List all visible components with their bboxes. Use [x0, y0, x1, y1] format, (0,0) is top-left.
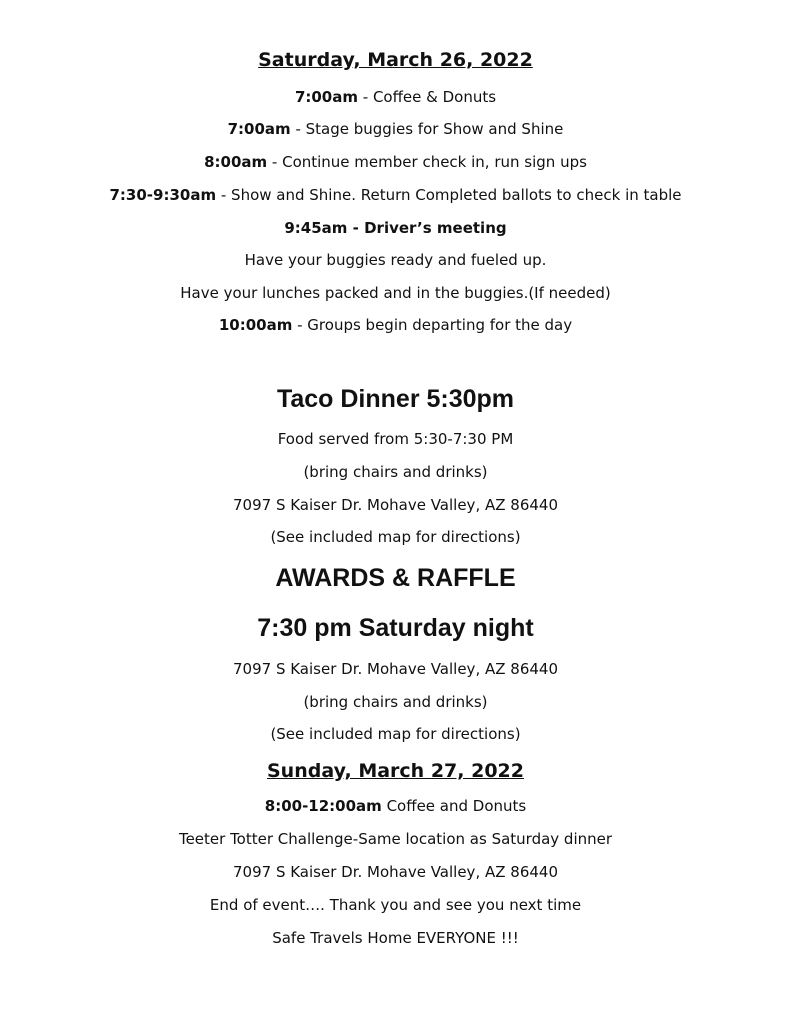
note-line: Have your lunches packed and in the buggies.(If needed): [180, 284, 611, 302]
schedule-time: 7:00am: [227, 120, 291, 138]
sunday-line: Teeter Totter Challenge-Same location as Saturday dinner: [178, 830, 613, 848]
schedule-item: [0, 218, 791, 238]
awards-line: (bring chairs and drinks): [303, 693, 488, 711]
note-line: Have your buggies ready and fueled up.: [244, 251, 547, 269]
schedule-text: - Groups begin departing for the day: [292, 316, 573, 334]
schedule-time: 8:00-12:00am: [264, 797, 382, 815]
awards-title: AWARDS & RAFFLE: [275, 564, 516, 592]
schedule-time: 8:00am: [204, 153, 268, 171]
saturday-heading: Saturday, March 26, 2022: [258, 49, 533, 71]
dinner-line: (bring chairs and drinks): [303, 463, 488, 481]
schedule-item: [0, 119, 791, 139]
schedule-time: 10:00am: [218, 316, 293, 334]
dinner-line: (See included map for directions): [270, 528, 521, 546]
schedule-text: - Continue member check in, run sign ups: [267, 153, 587, 171]
schedule-item: [0, 796, 791, 816]
schedule-text: - Stage buggies for Show and Shine: [290, 120, 564, 138]
schedule-text: - Coffee & Donuts: [358, 88, 497, 106]
schedule-text: - Show and Shine. Return Completed ballots to check in table: [216, 186, 682, 204]
schedule-item: [0, 185, 791, 205]
sunday-line: 7097 S Kaiser Dr. Mohave Valley, AZ 86440: [233, 863, 558, 881]
dinner-line: Food served from 5:30-7:30 PM: [277, 430, 514, 448]
schedule-item: [0, 87, 791, 107]
dinner-title: Taco Dinner 5:30pm: [276, 385, 515, 413]
sunday-line: Safe Travels Home EVERYONE !!!: [272, 929, 519, 947]
schedule-item: [0, 152, 791, 172]
dinner-line: 7097 S Kaiser Dr. Mohave Valley, AZ 86440: [233, 496, 558, 514]
awards-subtitle: 7:30 pm Saturday night: [257, 614, 534, 642]
schedule-time: 9:45am - Driver’s meeting: [284, 219, 507, 237]
schedule-time: 7:00am: [294, 88, 358, 106]
schedule-item: [0, 315, 791, 335]
schedule-time: 7:30-9:30am: [109, 186, 217, 204]
sunday-heading: Sunday, March 27, 2022: [267, 760, 524, 782]
awards-line: 7097 S Kaiser Dr. Mohave Valley, AZ 86440: [233, 660, 558, 678]
awards-line: (See included map for directions): [270, 725, 521, 743]
schedule-text: Coffee and Donuts: [381, 797, 527, 815]
sunday-line: End of event…. Thank you and see you next time: [209, 896, 582, 914]
